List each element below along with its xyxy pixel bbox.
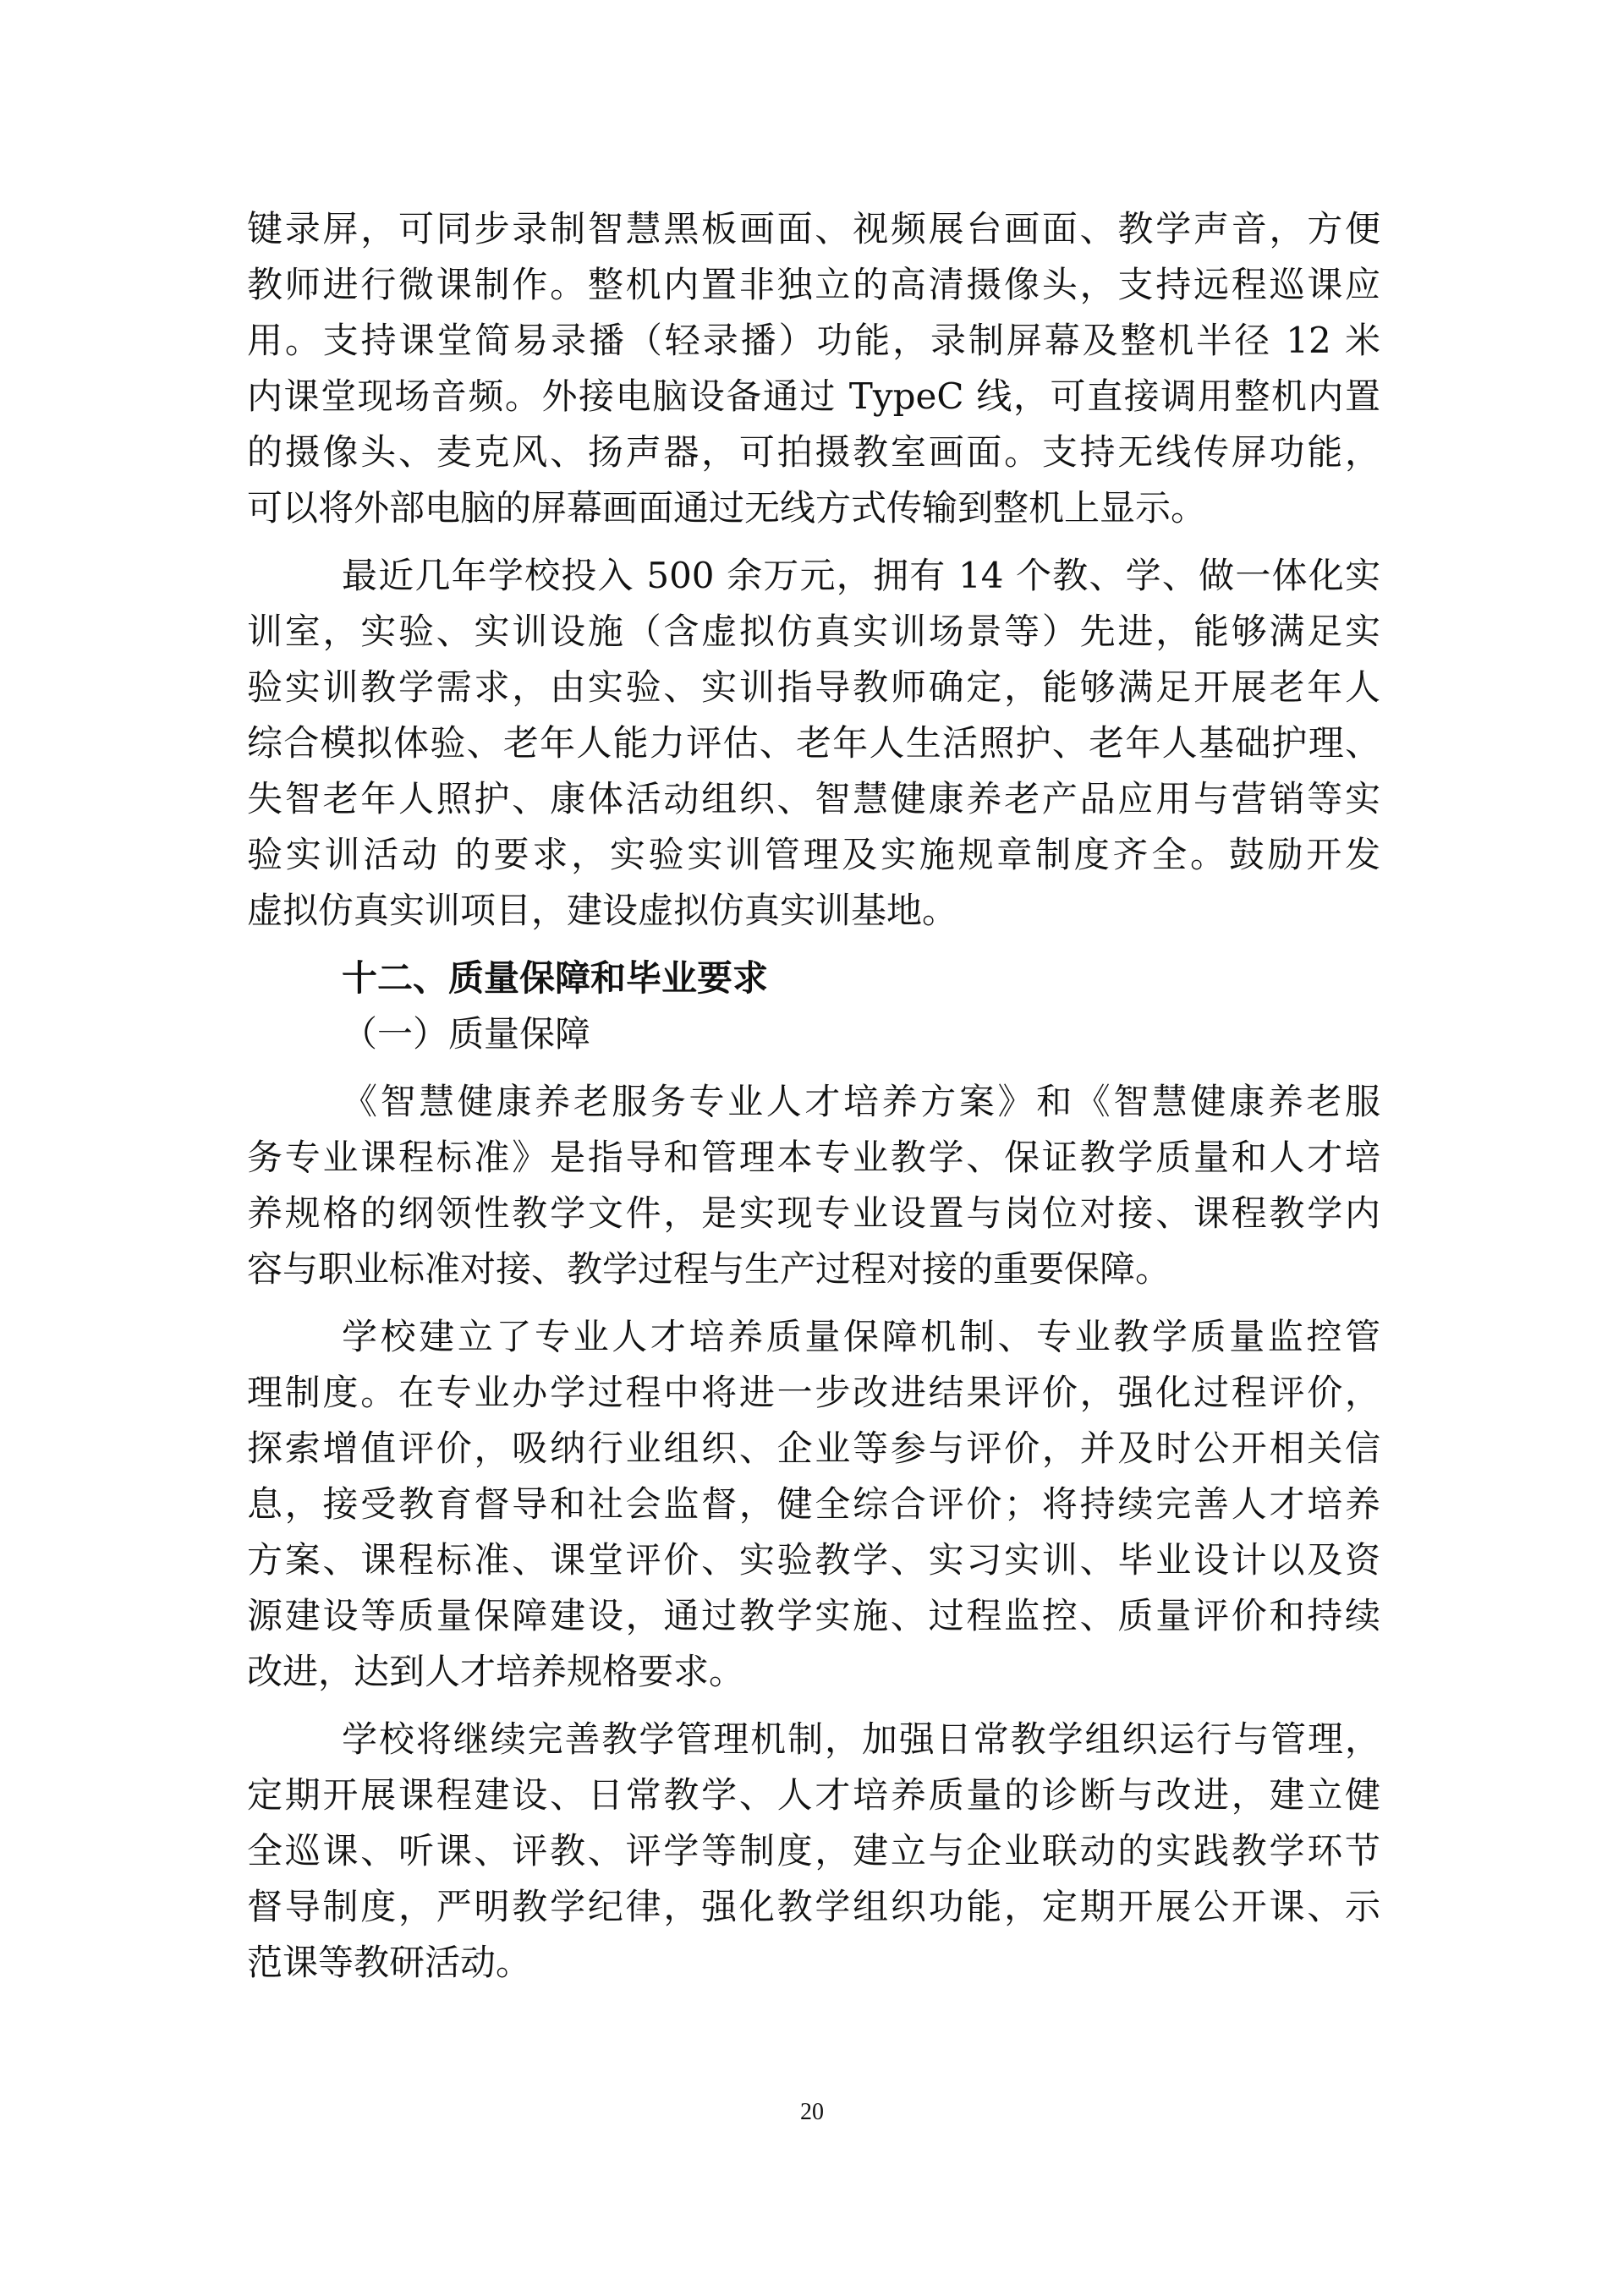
body-text-line: 的摄像头、麦克风、扬声器，可拍摄教室画面。支持无线传屏功能，	[247, 431, 1380, 473]
body-text-line: 息，接受教育督导和社会监督，健全综合评价；将持续完善人才培养	[247, 1483, 1380, 1525]
body-text-line: 务专业课程标准》是指导和管理本专业教学、保证教学质量和人才培	[247, 1137, 1380, 1178]
body-text-line: 教师进行微课制作。整机内置非独立的高清摄像头，支持远程巡课应	[247, 264, 1380, 305]
body-text-line: 全巡课、听课、评教、评学等制度，建立与企业联动的实践教学环节	[247, 1830, 1380, 1871]
paragraph-first-line: 学校将继续完善教学管理机制，加强日常教学组织运行与管理，	[342, 1718, 1380, 1760]
body-text-line: 键录屏，可同步录制智慧黑板画面、视频展台画面、教学声音，方便	[247, 208, 1380, 249]
body-text-line: 虚拟仿真实训项目，建设虚拟仿真实训基地。	[247, 890, 958, 931]
body-text-line: 验实训活动 的要求，实验实训管理及实施规章制度齐全。鼓励开发	[247, 834, 1380, 875]
body-text-line: 训室，实验、实训设施（含虚拟仿真实训场景等）先进，能够满足实	[247, 611, 1380, 652]
body-text-line: 源建设等质量保障建设，通过教学实施、过程监控、质量评价和持续	[247, 1595, 1380, 1636]
paragraph-first-line: 《智慧健康养老服务专业人才培养方案》和《智慧健康养老服	[342, 1081, 1380, 1122]
body-text-line: 内课堂现场音频。外接电脑设备通过 TypeC 线，可直接调用整机内置	[247, 375, 1380, 417]
body-text-line: 理制度。在专业办学过程中将进一步改进结果评价，强化过程评价，	[247, 1372, 1380, 1413]
body-text-line: 改进，达到人才培养规格要求。	[247, 1651, 745, 1692]
subsection-heading: （一）质量保障	[342, 1013, 591, 1055]
body-text-line: 养规格的纲领性教学文件，是实现专业设置与岗位对接、课程教学内	[247, 1192, 1380, 1234]
page-number: 20	[800, 2099, 824, 2125]
section-heading: 十二、质量保障和毕业要求	[342, 957, 769, 999]
body-text-line: 失智老年人照护、康体活动组织、智慧健康养老产品应用与营销等实	[247, 778, 1380, 819]
body-text-line: 容与职业标准对接、教学过程与生产过程对接的重要保障。	[247, 1248, 1171, 1290]
body-text-line: 范课等教研活动。	[247, 1942, 532, 1983]
body-text-line: 用。支持课堂简易录播（轻录播）功能，录制屏幕及整机半径 12 米	[247, 320, 1380, 361]
body-text-line: 督导制度，严明教学纪律，强化教学组织功能，定期开展公开课、示	[247, 1886, 1380, 1927]
body-text-line: 验实训教学需求，由实验、实训指导教师确定，能够满足开展老年人	[247, 666, 1380, 708]
body-text-line: 综合模拟体验、老年人能力评估、老年人生活照护、老年人基础护理、	[247, 722, 1380, 764]
body-text-line: 可以将外部电脑的屏幕画面通过无线方式传输到整机上显示。	[247, 487, 1207, 529]
body-text-line: 探索增值评价，吸纳行业组织、企业等参与评价，并及时公开相关信	[247, 1427, 1380, 1469]
paragraph-first-line: 最近几年学校投入 500 余万元，拥有 14 个教、学、做一体化实	[342, 555, 1380, 596]
paragraph-first-line: 学校建立了专业人才培养质量保障机制、专业教学质量监控管	[342, 1316, 1380, 1357]
body-text-line: 方案、课程标准、课堂评价、实验教学、实习实训、毕业设计以及资	[247, 1539, 1380, 1581]
body-text-line: 定期开展课程建设、日常教学、人才培养质量的诊断与改进，建立健	[247, 1774, 1380, 1816]
